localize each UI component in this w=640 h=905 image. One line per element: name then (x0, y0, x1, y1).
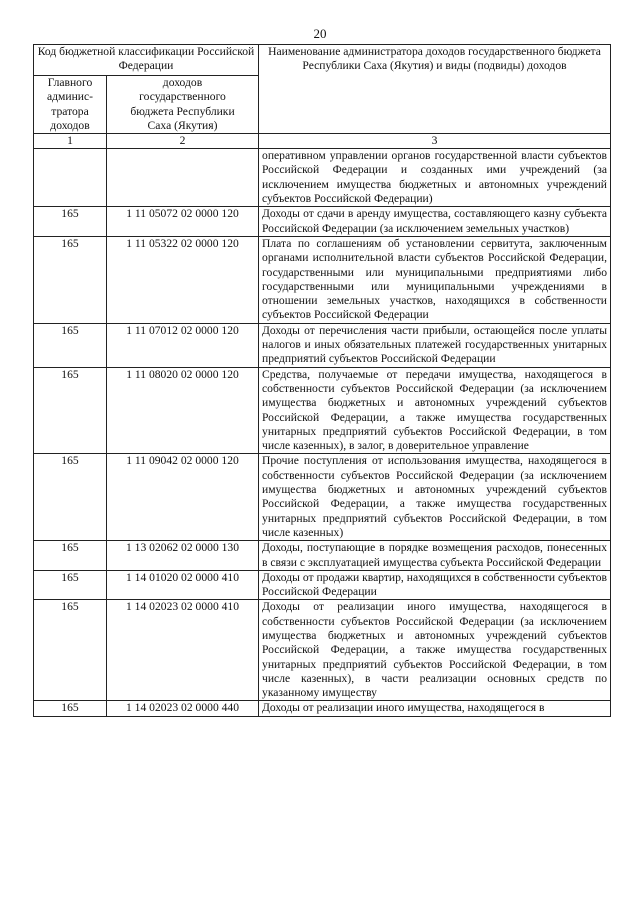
income-code (107, 149, 259, 207)
admin-code: 165 (34, 207, 107, 237)
income-code: 1 13 02062 02 0000 130 (107, 541, 259, 571)
admin-code: 165 (34, 701, 107, 716)
table-row (34, 701, 611, 716)
table-row (34, 454, 611, 541)
income-code: 1 14 02023 02 0000 440 (107, 701, 259, 716)
admin-code: 165 (34, 600, 107, 701)
admin-code: 165 (34, 323, 107, 367)
income-code: 1 11 07012 02 0000 120 (107, 323, 259, 367)
income-name: Доходы от перечисления части прибыли, остающейся после уплаты налогов и иных обязательных платежей государственных унитарных предприятий субъектов Российской Федерации (259, 323, 611, 367)
income-name: Доходы, поступающие в порядке возмещения расходов, понесенных в связи с эксплуатацией имущества субъекта Российской Федерации (259, 541, 611, 571)
header-name-column: Наименование администратора доходов государственного бюджета Республики Саха (Якутия) и виды (подвиды) доходов (259, 45, 611, 134)
income-code: 1 11 05072 02 0000 120 (107, 207, 259, 237)
income-code: 1 14 02023 02 0000 410 (107, 600, 259, 701)
income-name: Доходы от сдачи в аренду имущества, составляющего казну субъекта Российской Федерации (за исключением земельных участков) (259, 207, 611, 237)
table-row (34, 149, 611, 207)
income-name: Плата по соглашениям об установлении сервитута, заключенным органами исполнительной власти субъектов Российской Федерации, государственными или муниципальными предприятиями либо государственными или муниципальными учреждениями в отношении земельных участков, находящихся в собственности субъектов Российской Федерации (259, 236, 611, 323)
table-row (34, 570, 611, 600)
income-code: 1 14 01020 02 0000 410 (107, 570, 259, 600)
income-name: Средства, получаемые от передачи имущества, находящегося в собственности субъектов Российской Федерации (за исключением имущества бюджетных и автономных учреждений субъектов Российской Федерации, а также имущества государственных унитарных предприятий субъектов Российской Федерации, в том числе казенных), в залог, в доверительное управление (259, 367, 611, 454)
admin-code: 165 (34, 570, 107, 600)
page-number: 20 (313, 26, 327, 41)
header-group-title: Код бюджетной классификации Российской Федерации (34, 45, 259, 76)
table-row (34, 600, 611, 701)
income-name: оперативном управлении органов государственной власти субъектов Российской Федерации и созданных ими учреждений (за исключением имущества бюджетных и автономных учреждений субъектов Российской Федерации) (259, 149, 611, 207)
table-row (34, 236, 611, 323)
header-income-column: доходов государственного бюджета Республики Саха (Якутия) (107, 76, 259, 134)
budget-classification-table (33, 44, 611, 717)
table-row (34, 541, 611, 571)
income-code: 1 11 09042 02 0000 120 (107, 454, 259, 541)
admin-code: 165 (34, 236, 107, 323)
admin-code: 165 (34, 541, 107, 571)
column-number: 1 (34, 134, 107, 149)
income-name: Прочие поступления от использования имущества, находящегося в собственности субъектов Российской Федерации (за исключением имущества бюджетных и автономных учреждений субъектов Российской Федерации, а также имущества государственных унитарных предприятий субъектов Российской Федерации, в том числе казенных) (259, 454, 611, 541)
income-code: 1 11 05322 02 0000 120 (107, 236, 259, 323)
income-name: Доходы от продажи квартир, находящихся в собственности субъектов Российской Федерации (259, 570, 611, 600)
admin-code: 165 (34, 454, 107, 541)
table-row (34, 207, 611, 237)
admin-code (34, 149, 107, 207)
admin-code: 165 (34, 367, 107, 454)
income-code: 1 11 08020 02 0000 120 (107, 367, 259, 454)
table-row (34, 367, 611, 454)
column-number: 2 (107, 134, 259, 149)
income-name: Доходы от реализации иного имущества, находящегося в собственности субъектов Российской Федерации (за исключением имущества бюджетных и автономных учреждений субъектов Российской Федерации, а также имущества государственных унитарных предприятий субъектов Российской Федерации, в том числе казенных), в части реализации основных средств по указанному имуществу (259, 600, 611, 701)
income-name: Доходы от реализации иного имущества, находящегося в (259, 701, 611, 716)
header-admin-column: Главного админис- тратора доходов (34, 76, 107, 134)
table-row (34, 323, 611, 367)
column-number: 3 (259, 134, 611, 149)
